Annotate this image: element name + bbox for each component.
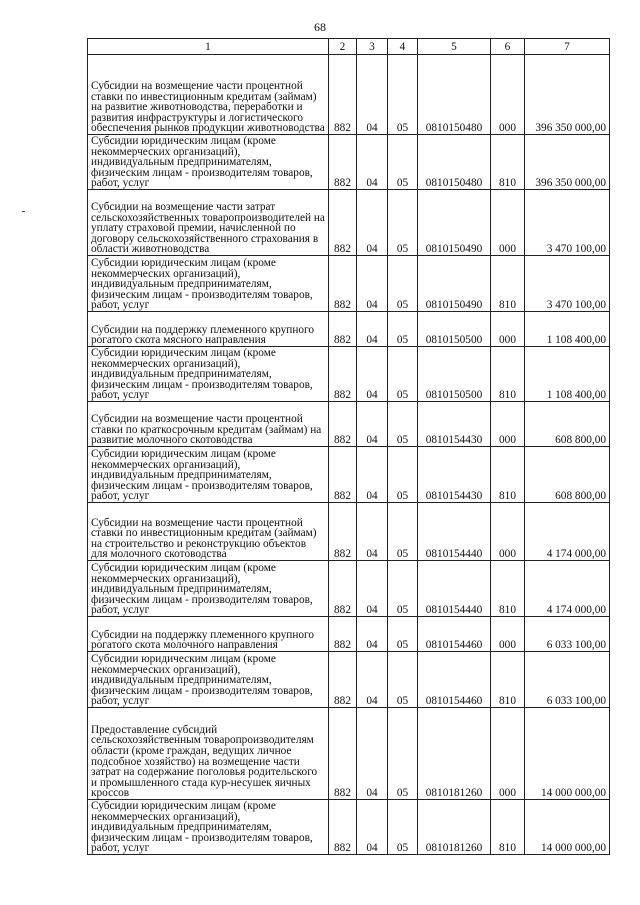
cell-amount: 14 000 000,00 (525, 800, 610, 855)
cell-col4: 05 (388, 55, 418, 135)
cell-amount: 608 800,00 (525, 402, 610, 447)
cell-col3: 04 (357, 135, 388, 190)
cell-amount: 1 108 400,00 (525, 312, 610, 347)
cell-col6: 810 (491, 347, 525, 402)
cell-col3: 04 (357, 190, 388, 256)
header-cell: 7 (525, 39, 610, 55)
cell-col4: 05 (388, 503, 418, 561)
cell-col3: 04 (357, 447, 388, 503)
header-cell: 5 (418, 39, 491, 55)
table-row (88, 652, 610, 708)
cell-name: Субсидии юридическим лицам (кроме некоммерческих организаций), индивидуальным предпринимателям, физическим лицам - производителям товаров, работ, услуг (88, 652, 329, 708)
budget-table (87, 38, 610, 855)
cell-col2: 882 (329, 312, 357, 347)
cell-name: Предоставление субсидий сельскохозяйственным товаропроизводителям области (кроме граждан, ведущих личное подсобное хозяйство) на возмещение части затрат на содержание поголовья родительского и промышленного стада кур-несушек яичных кроссов (88, 708, 329, 800)
cell-name: Субсидии юридическим лицам (кроме некоммерческих организаций), индивидуальным предпринимателям, физическим лицам - производителям товаров, работ, услуг (88, 347, 329, 402)
cell-col2: 882 (329, 708, 357, 800)
cell-col4: 05 (388, 347, 418, 402)
page-number: 68 (314, 20, 326, 34)
cell-col4: 05 (388, 617, 418, 652)
table-row (88, 447, 610, 503)
cell-amount: 396 350 000,00 (525, 135, 610, 190)
cell-col3: 04 (357, 652, 388, 708)
table-row (88, 312, 610, 347)
cell-col4: 05 (388, 256, 418, 312)
table-row (88, 256, 610, 312)
cell-col2: 882 (329, 135, 357, 190)
cell-amount: 1 108 400,00 (525, 347, 610, 402)
cell-col3: 04 (357, 347, 388, 402)
cell-name: Субсидии юридическим лицам (кроме некоммерческих организаций), индивидуальным предпринимателям, физическим лицам - производителям товаров, работ, услуг (88, 561, 329, 617)
table-row (88, 708, 610, 800)
cell-amount: 6 033 100,00 (525, 617, 610, 652)
cell-col4: 05 (388, 561, 418, 617)
cell-col2: 882 (329, 800, 357, 855)
cell-col6: 810 (491, 256, 525, 312)
cell-col2: 882 (329, 256, 357, 312)
table-row (88, 135, 610, 190)
cell-col5: 0810154430 (418, 447, 491, 503)
cell-amount: 3 470 100,00 (525, 190, 610, 256)
cell-col5: 0810150480 (418, 135, 491, 190)
margin-mark (22, 211, 25, 212)
cell-col3: 04 (357, 55, 388, 135)
cell-col5: 0810150490 (418, 256, 491, 312)
cell-col5: 0810154460 (418, 617, 491, 652)
cell-col6: 810 (491, 447, 525, 503)
cell-col5: 0810150480 (418, 55, 491, 135)
cell-col3: 04 (357, 708, 388, 800)
cell-col5: 0810154460 (418, 652, 491, 708)
header-cell: 3 (357, 39, 388, 55)
cell-col2: 882 (329, 617, 357, 652)
cell-col3: 04 (357, 312, 388, 347)
cell-amount: 14 000 000,00 (525, 708, 610, 800)
cell-col5: 0810150500 (418, 312, 491, 347)
cell-col5: 0810154430 (418, 402, 491, 447)
cell-col6: 000 (491, 617, 525, 652)
header-cell: 2 (329, 39, 357, 55)
cell-col5: 0810181260 (418, 800, 491, 855)
cell-amount: 396 350 000,00 (525, 55, 610, 135)
cell-col6: 810 (491, 561, 525, 617)
header-cell: 1 (88, 39, 329, 55)
cell-name: Субсидии на возмещение части процентной ставки по инвестиционным кредитам (займам) на развитие животноводства, переработки и развития инфраструктуры и логистического обеспечения рынков продукции животноводства (88, 55, 329, 135)
cell-col4: 05 (388, 312, 418, 347)
cell-col2: 882 (329, 503, 357, 561)
cell-col3: 04 (357, 402, 388, 447)
cell-name: Субсидии юридическим лицам (кроме некоммерческих организаций), индивидуальным предпринимателям, физическим лицам - производителям товаров, работ, услуг (88, 135, 329, 190)
cell-col3: 04 (357, 256, 388, 312)
table-row (88, 561, 610, 617)
cell-col2: 882 (329, 347, 357, 402)
cell-col6: 000 (491, 402, 525, 447)
cell-col4: 05 (388, 447, 418, 503)
table-row (88, 55, 610, 135)
header-cell: 4 (388, 39, 418, 55)
cell-col6: 000 (491, 708, 525, 800)
table-row (88, 800, 610, 855)
cell-name: Субсидии юридическим лицам (кроме некоммерческих организаций), индивидуальным предпринимателям, физическим лицам - производителям товаров, работ, услуг (88, 256, 329, 312)
cell-col2: 882 (329, 447, 357, 503)
cell-col6: 810 (491, 135, 525, 190)
table-row (88, 347, 610, 402)
table-row (88, 190, 610, 256)
table-row (88, 503, 610, 561)
cell-col4: 05 (388, 800, 418, 855)
cell-amount: 608 800,00 (525, 447, 610, 503)
table-row (88, 617, 610, 652)
table-body (88, 55, 610, 855)
cell-col5: 0810154440 (418, 561, 491, 617)
cell-col2: 882 (329, 190, 357, 256)
cell-col3: 04 (357, 617, 388, 652)
cell-name: Субсидии на поддержку племенного крупного рогатого скота мясного направления (88, 312, 329, 347)
cell-name: Субсидии на возмещение части затрат сельскохозяйственных товаропроизводителей на уплату страховой премии, начисленной по договору сельскохозяйственного страхования в области животноводства (88, 190, 329, 256)
cell-col2: 882 (329, 55, 357, 135)
cell-amount: 3 470 100,00 (525, 256, 610, 312)
cell-col6: 810 (491, 800, 525, 855)
cell-col4: 05 (388, 190, 418, 256)
cell-col2: 882 (329, 402, 357, 447)
cell-col4: 05 (388, 708, 418, 800)
cell-col5: 0810154440 (418, 503, 491, 561)
cell-col5: 0810150490 (418, 190, 491, 256)
cell-col6: 000 (491, 503, 525, 561)
cell-name: Субсидии юридическим лицам (кроме некоммерческих организаций), индивидуальным предпринимателям, физическим лицам - производителям товаров, работ, услуг (88, 800, 329, 855)
cell-col3: 04 (357, 503, 388, 561)
cell-col2: 882 (329, 561, 357, 617)
table-row (88, 402, 610, 447)
cell-col3: 04 (357, 800, 388, 855)
cell-amount: 6 033 100,00 (525, 652, 610, 708)
cell-col5: 0810181260 (418, 708, 491, 800)
cell-name: Субсидии юридическим лицам (кроме некоммерческих организаций), индивидуальным предпринимателям, физическим лицам - производителям товаров, работ, услуг (88, 447, 329, 503)
cell-amount: 4 174 000,00 (525, 503, 610, 561)
cell-col4: 05 (388, 135, 418, 190)
cell-col6: 000 (491, 312, 525, 347)
cell-name: Субсидии на поддержку племенного крупного рогатого скота молочного направления (88, 617, 329, 652)
cell-col3: 04 (357, 561, 388, 617)
cell-col4: 05 (388, 652, 418, 708)
cell-name: Субсидии на возмещение части процентной ставки по инвестиционным кредитам (займам) на строительство и реконструкцию объектов для молочного скотоводства (88, 503, 329, 561)
header-cell: 6 (491, 39, 525, 55)
cell-col4: 05 (388, 402, 418, 447)
cell-col5: 0810150500 (418, 347, 491, 402)
cell-col6: 810 (491, 652, 525, 708)
cell-col6: 000 (491, 55, 525, 135)
cell-name: Субсидии на возмещение части процентной ставки по краткосрочным кредитам (займам) на развитие молочного скотоводства (88, 402, 329, 447)
cell-col6: 000 (491, 190, 525, 256)
cell-col2: 882 (329, 652, 357, 708)
cell-amount: 4 174 000,00 (525, 561, 610, 617)
table-header-row (88, 39, 610, 55)
